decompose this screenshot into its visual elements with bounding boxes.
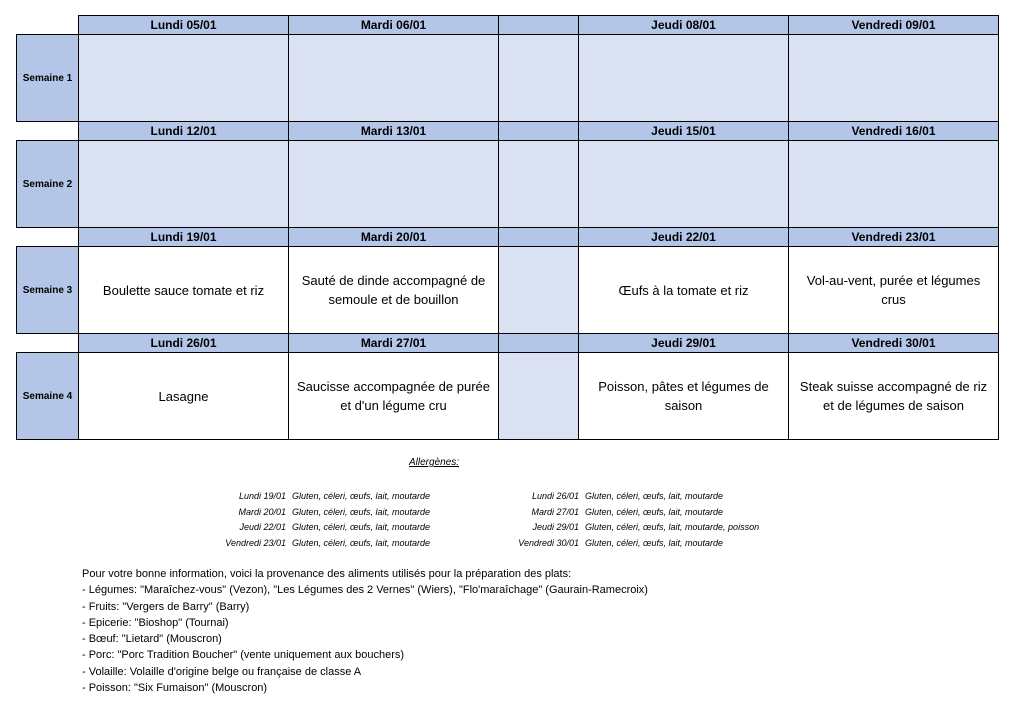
allergen-list: Gluten, céleri, œufs, lait, moutarde (292, 506, 431, 517)
allergens-title: Allergènes: (409, 457, 460, 468)
empty-meal-cell (79, 35, 289, 122)
week-header-row (17, 16, 999, 35)
day-header: Lundi 26/01 (79, 334, 289, 353)
allergen-day: Vendredi 23/01 (225, 537, 286, 548)
provenance-item: - Poisson: "Six Fumaison" (Mouscron) (82, 682, 268, 695)
provenance-item: - Fruits: "Vergers de Barry" (Barry) (82, 600, 250, 613)
provenance-item: - Epicerie: "Bioshop" (Tournai) (82, 616, 229, 629)
day-header: Vendredi 30/01 (789, 334, 999, 353)
day-header: Vendredi 23/01 (789, 228, 999, 247)
day-header: Jeudi 29/01 (579, 334, 789, 353)
meal-cell: Œufs à la tomate et riz (579, 247, 789, 334)
header-blank-cell (17, 16, 79, 35)
week-label: Semaine 4 (17, 353, 79, 440)
no-meal-day-cell (499, 353, 579, 440)
empty-meal-cell (579, 141, 789, 228)
allergen-row (200, 520, 430, 536)
allergen-list: Gluten, céleri, œufs, lait, moutarde (585, 506, 724, 517)
header-blank-cell (17, 334, 79, 353)
header-blank-cell (17, 122, 79, 141)
day-header: Jeudi 22/01 (579, 228, 789, 247)
week-label: Semaine 3 (17, 247, 79, 334)
day-header (499, 334, 579, 353)
allergen-list: Gluten, céleri, œufs, lait, moutarde (292, 491, 431, 501)
provenance-item: - Bœuf: "Lietard" (Mouscron) (82, 633, 222, 646)
allergen-day: Lundi 19/01 (238, 491, 286, 501)
day-header (499, 228, 579, 247)
week-row (17, 141, 999, 228)
day-header: Lundi 19/01 (79, 228, 289, 247)
allergen-day: Vendredi 30/01 (518, 537, 579, 548)
allergen-day: Jeudi 22/01 (239, 522, 286, 532)
allergen-day: Jeudi 29/01 (532, 522, 579, 532)
allergen-list: Gluten, céleri, œufs, lait, moutarde, poisson (585, 522, 760, 532)
no-meal-day-cell (499, 247, 579, 334)
day-header: Mardi 20/01 (289, 228, 499, 247)
week-header-row (17, 334, 999, 353)
allergen-row (495, 536, 759, 552)
provenance-section (82, 566, 648, 696)
day-header (499, 122, 579, 141)
day-header: Jeudi 08/01 (579, 16, 789, 35)
allergen-day: Mardi 27/01 (531, 506, 579, 517)
week-label: Semaine 2 (17, 141, 79, 228)
day-header: Jeudi 15/01 (579, 122, 789, 141)
no-meal-day-cell (499, 35, 579, 122)
allergen-row (495, 520, 759, 536)
empty-meal-cell (579, 35, 789, 122)
meal-cell: Steak suisse accompagné de riz et de légumes de saison (789, 353, 999, 440)
allergen-list: Gluten, céleri, œufs, lait, moutarde (585, 491, 724, 501)
day-header: Mardi 13/01 (289, 122, 499, 141)
meal-cell: Lasagne (79, 353, 289, 440)
meal-cell: Poisson, pâtes et légumes de saison (579, 353, 789, 440)
day-header: Lundi 05/01 (79, 16, 289, 35)
empty-meal-cell (789, 35, 999, 122)
allergens-list-right (495, 489, 759, 551)
day-header: Vendredi 16/01 (789, 122, 999, 141)
weekly-menu-table (16, 15, 999, 440)
day-header: Lundi 12/01 (79, 122, 289, 141)
allergen-row (495, 489, 759, 505)
provenance-item: - Volaille: Volaille d'origine belge ou française de classe A (82, 665, 362, 678)
allergen-row (200, 489, 430, 505)
week-row (17, 35, 999, 122)
day-header: Vendredi 09/01 (789, 16, 999, 35)
allergen-row (495, 505, 759, 521)
allergen-day: Lundi 26/01 (531, 491, 579, 501)
allergen-list: Gluten, céleri, œufs, lait, moutarde (585, 537, 724, 548)
week-row (17, 247, 999, 334)
meal-cell: Sauté de dinde accompagné de semoule et de bouillon (289, 247, 499, 334)
allergens-list-left (200, 489, 430, 551)
empty-meal-cell (79, 141, 289, 228)
day-header (499, 16, 579, 35)
week-label: Semaine 1 (17, 35, 79, 122)
allergen-list: Gluten, céleri, œufs, lait, moutarde (292, 522, 431, 532)
week-header-row (17, 228, 999, 247)
allergen-row (200, 505, 430, 521)
allergen-day: Mardi 20/01 (238, 506, 286, 517)
allergen-list: Gluten, céleri, œufs, lait, moutarde (292, 537, 431, 548)
week-header-row (17, 122, 999, 141)
empty-meal-cell (289, 141, 499, 228)
provenance-intro: Pour votre bonne information, voici la provenance des aliments utilisés pour la préparation des plats: (82, 568, 572, 580)
header-blank-cell (17, 228, 79, 247)
no-meal-day-cell (499, 141, 579, 228)
empty-meal-cell (789, 141, 999, 228)
week-row (17, 353, 999, 440)
provenance-item: - Légumes: "Maraîchez-vous" (Vezon), "Les Légumes des 2 Vernes" (Wiers), "Flo'maraîchage" (Gaurain-Ramecroix) (82, 584, 648, 597)
day-header: Mardi 27/01 (289, 334, 499, 353)
meal-cell: Boulette sauce tomate et riz (79, 247, 289, 334)
provenance-item: - Porc: "Porc Tradition Boucher" (vente uniquement aux bouchers) (82, 649, 405, 662)
meal-cell: Saucisse accompagnée de purée et d'un légume cru (289, 353, 499, 440)
day-header: Mardi 06/01 (289, 16, 499, 35)
allergen-row (200, 536, 430, 552)
meal-cell: Vol-au-vent, purée et légumes crus (789, 247, 999, 334)
empty-meal-cell (289, 35, 499, 122)
